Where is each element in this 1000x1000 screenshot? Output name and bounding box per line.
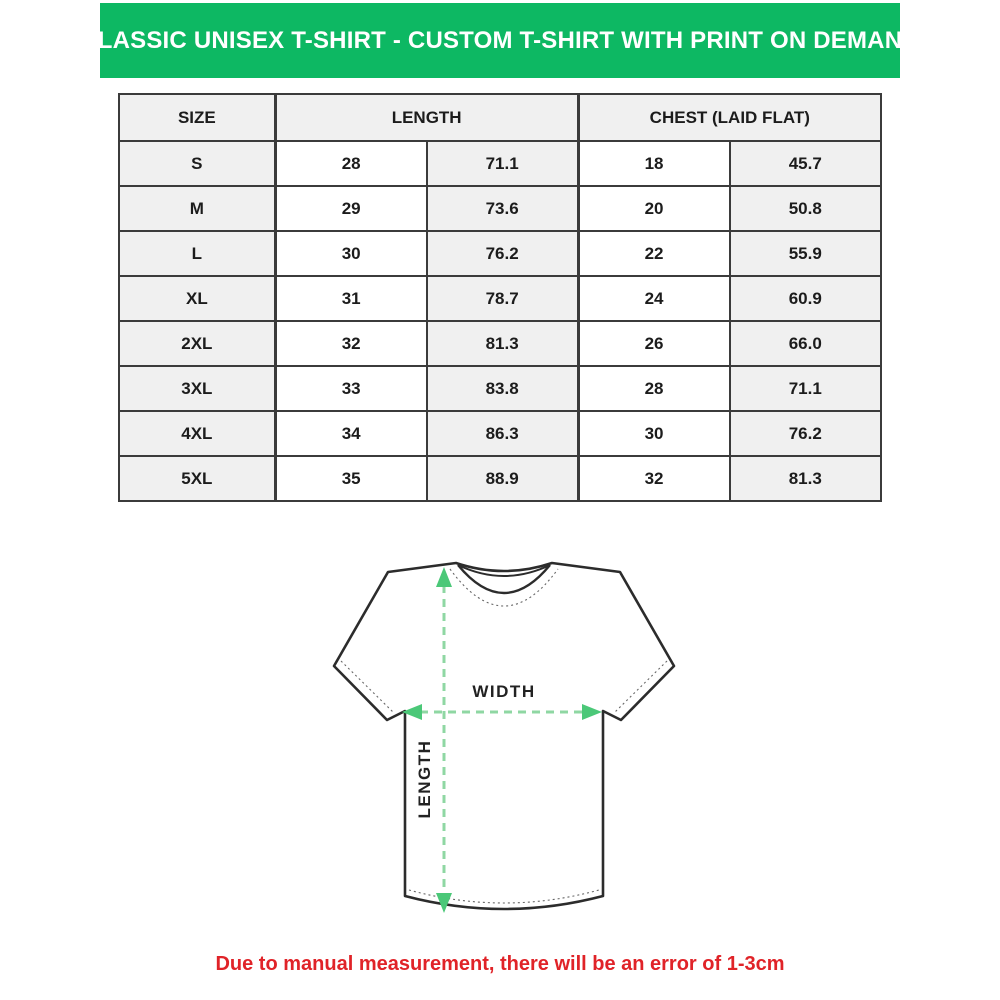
size-table bbox=[118, 93, 882, 502]
length-value-cell: 81.3 bbox=[427, 321, 578, 366]
header-size: SIZE bbox=[119, 94, 275, 141]
table-row bbox=[119, 186, 881, 231]
chest-value-cell: 71.1 bbox=[730, 366, 881, 411]
table-header-row bbox=[119, 94, 881, 141]
tshirt-diagram bbox=[308, 545, 700, 945]
chest-value-cell: 55.9 bbox=[730, 231, 881, 276]
tshirt-outline bbox=[334, 563, 674, 909]
header-chest: CHEST (LAID FLAT) bbox=[578, 94, 881, 141]
size-cell: M bbox=[119, 186, 275, 231]
size-cell: 3XL bbox=[119, 366, 275, 411]
length-value-cell: 34 bbox=[275, 411, 426, 456]
chest-value-cell: 30 bbox=[578, 411, 729, 456]
chest-value-cell: 32 bbox=[578, 456, 729, 501]
chest-value-cell: 81.3 bbox=[730, 456, 881, 501]
page-title: CLASSIC UNISEX T-SHIRT - CUSTOM T-SHIRT WITH PRINT ON DEMAND bbox=[80, 26, 920, 54]
size-cell: L bbox=[119, 231, 275, 276]
length-value-cell: 71.1 bbox=[427, 141, 578, 186]
size-cell: 4XL bbox=[119, 411, 275, 456]
length-value-cell: 33 bbox=[275, 366, 426, 411]
table-row bbox=[119, 141, 881, 186]
size-cell: XL bbox=[119, 276, 275, 321]
size-cell: 2XL bbox=[119, 321, 275, 366]
size-cell: S bbox=[119, 141, 275, 186]
length-value-cell: 83.8 bbox=[427, 366, 578, 411]
width-label: WIDTH bbox=[472, 682, 536, 701]
length-value-cell: 29 bbox=[275, 186, 426, 231]
size-cell: 5XL bbox=[119, 456, 275, 501]
table-row bbox=[119, 231, 881, 276]
chest-value-cell: 50.8 bbox=[730, 186, 881, 231]
chest-value-cell: 26 bbox=[578, 321, 729, 366]
length-value-cell: 31 bbox=[275, 276, 426, 321]
table-row bbox=[119, 366, 881, 411]
chest-value-cell: 45.7 bbox=[730, 141, 881, 186]
size-table-body bbox=[119, 141, 881, 501]
table-row bbox=[119, 276, 881, 321]
chest-value-cell: 22 bbox=[578, 231, 729, 276]
chest-value-cell: 28 bbox=[578, 366, 729, 411]
chest-value-cell: 66.0 bbox=[730, 321, 881, 366]
chest-value-cell: 76.2 bbox=[730, 411, 881, 456]
chest-value-cell: 24 bbox=[578, 276, 729, 321]
length-value-cell: 28 bbox=[275, 141, 426, 186]
table-row bbox=[119, 411, 881, 456]
measurement-note: Due to manual measurement, there will be an error of 1-3cm bbox=[215, 953, 785, 975]
length-value-cell: 76.2 bbox=[427, 231, 578, 276]
length-value-cell: 35 bbox=[275, 456, 426, 501]
table-row bbox=[119, 456, 881, 501]
length-value-cell: 73.6 bbox=[427, 186, 578, 231]
table-row bbox=[119, 321, 881, 366]
length-value-cell: 88.9 bbox=[427, 456, 578, 501]
length-value-cell: 30 bbox=[275, 231, 426, 276]
chest-value-cell: 18 bbox=[578, 141, 729, 186]
title-banner bbox=[80, 3, 920, 78]
length-value-cell: 32 bbox=[275, 321, 426, 366]
length-value-cell: 86.3 bbox=[427, 411, 578, 456]
header-length: LENGTH bbox=[275, 94, 578, 141]
length-value-cell: 78.7 bbox=[427, 276, 578, 321]
chest-value-cell: 60.9 bbox=[730, 276, 881, 321]
length-label: LENGTH bbox=[415, 739, 434, 819]
chest-value-cell: 20 bbox=[578, 186, 729, 231]
